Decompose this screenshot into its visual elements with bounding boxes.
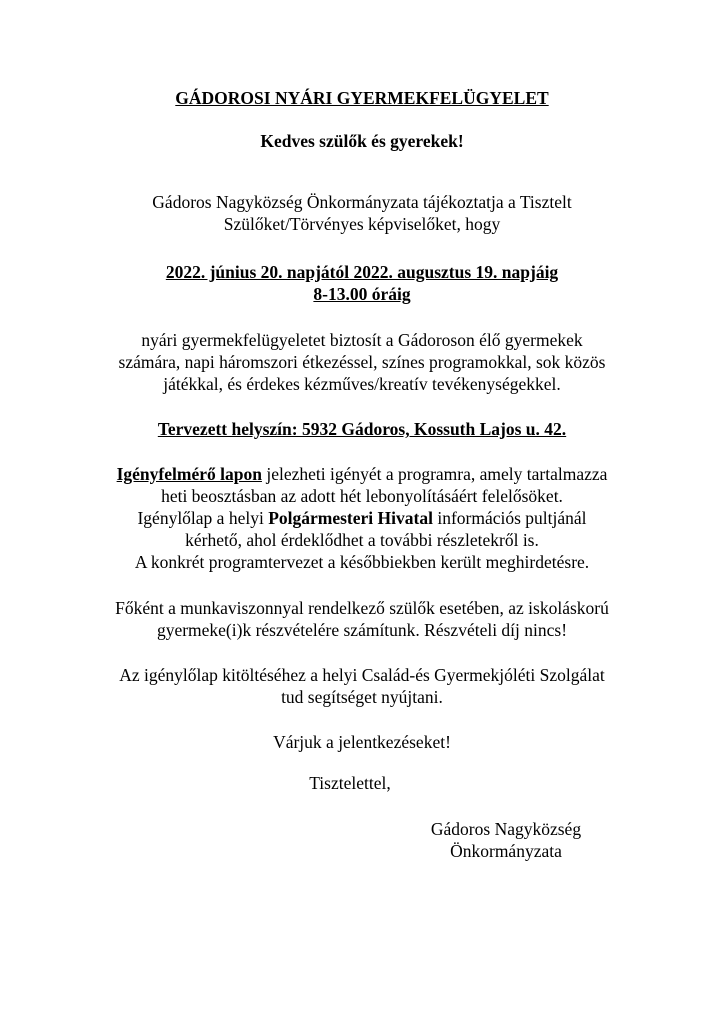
- signature-line-1: Gádoros Nagyközség: [430, 819, 582, 839]
- description-line-1: nyári gyermekfelügyeletet biztosít a Gádoroson élő gyermekek: [141, 330, 583, 350]
- closing-text: Várjuk a jelentkezéseket!: [273, 732, 451, 752]
- intro-line-1: Gádoros Nagyközség Önkormányzata tájékoztatja a Tisztelt: [152, 192, 572, 212]
- help-line-2: tud segítséget nyújtani.: [281, 687, 443, 707]
- greeting: Kedves szülők és gyerekek!: [260, 131, 464, 151]
- application-line-3-post: információs pultjánál: [432, 508, 587, 528]
- application-line-1-text: jelezheti igényét a programra, amely tartalmazza: [261, 464, 608, 484]
- application-line-2: heti beosztásban az adott hét lebonyolításáért felelősöket.: [161, 486, 563, 506]
- help-line-1: Az igénylőlap kitöltéséhez a helyi Család-és Gyermekjóléti Szolgálat: [119, 665, 605, 685]
- signature-line-2: Önkormányzata: [450, 841, 562, 861]
- description-line-3: játékkal, és érdekes kézműves/kreatív tevékenységekkel.: [163, 374, 561, 394]
- application-line-4: kérhető, ahol érdeklődhet a további részletekről is.: [185, 530, 539, 550]
- application-form-name: Igényfelmérő lapon: [116, 464, 262, 484]
- document-title: GÁDOROSI NYÁRI GYERMEKFELÜGYELET: [175, 88, 549, 108]
- application-line-3: [0, 507, 724, 529]
- date-hours: 8-13.00 óráig: [313, 284, 411, 304]
- office-name: Polgármesteri Hivatal: [268, 508, 433, 528]
- intro-line-2: Szülőket/Törvényes képviselőket, hogy: [223, 214, 501, 234]
- date-period: 2022. június 20. napjától 2022. augusztus 19. napjáig: [165, 262, 559, 282]
- location: Tervezett helyszín: 5932 Gádoros, Kossuth Lajos u. 42.: [157, 419, 567, 439]
- application-line-5: A konkrét programtervezet a későbbiekben került meghirdetésre.: [134, 552, 590, 572]
- target-line-1: Főként a munkaviszonnyal rendelkező szülők esetében, az iskoláskorú: [115, 598, 609, 618]
- application-line-1: [0, 463, 724, 485]
- regards-text: Tisztelettel,: [309, 773, 391, 793]
- application-line-3-pre: Igénylőlap a helyi: [137, 508, 269, 528]
- description-line-2: számára, napi háromszori étkezéssel, színes programokkal, sok közös: [118, 352, 606, 372]
- target-line-2: gyermeke(i)k részvételére számítunk. Részvételi díj nincs!: [156, 620, 568, 640]
